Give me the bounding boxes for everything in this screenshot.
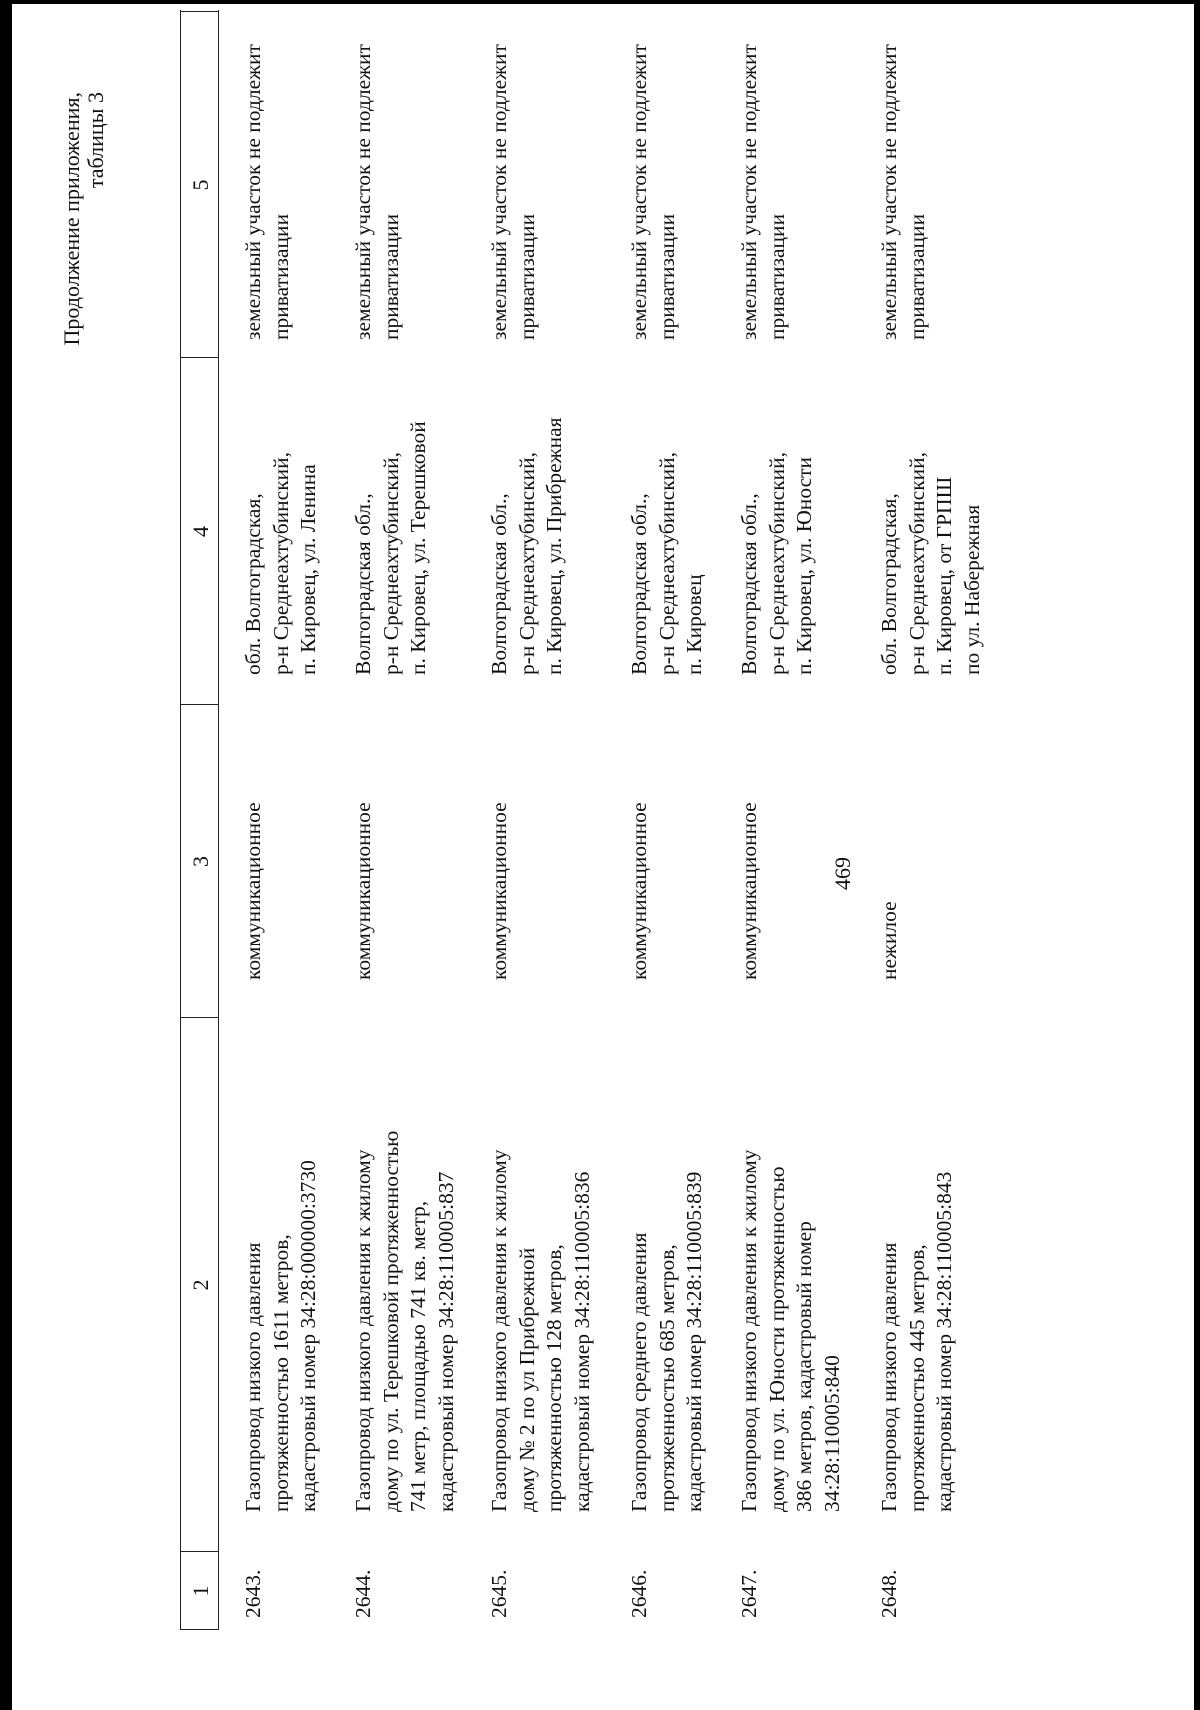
object-type: коммуникационное — [351, 802, 375, 980]
row-number: 2644. — [351, 1569, 375, 1618]
object-address: Волгоградская обл., р-н Среднеахтубинский, п. Кировец — [627, 451, 706, 675]
page-number: 469 — [830, 857, 855, 890]
object-type: коммуникационное — [627, 802, 651, 980]
header-top-rule — [180, 10, 181, 1630]
object-note: земельный участок не подлежит приватизации — [627, 44, 679, 340]
continuation-note — [60, 92, 108, 345]
object-name: Газопровод низкого давления к жилому дому по ул. Юности протяженностью 386 метров, кадастровый номер 34:28:110005:840 — [737, 1149, 844, 1512]
object-address: Волгоградская обл., р-н Среднеахтубинский, п. Кировец, ул. Юности — [737, 451, 816, 675]
object-note: земельный участок не подлежит приватизации — [241, 44, 293, 340]
object-name: Газопровод низкого давления к жилому дому № 2 по ул Прибрежной протяженностью 128 метров, кадастровый номер 34:28:110005:836 — [487, 1149, 594, 1512]
object-type: коммуникационное — [737, 802, 761, 980]
object-name: Газопровод низкого давления протяженностью 445 метров, кадастровый номер 34:28:110005:843 — [877, 1171, 956, 1512]
row-number: 2643. — [241, 1569, 265, 1618]
object-name: Газопровод низкого давления протяженностью 1611 метров, кадастровый номер 34:28:000000:3730 — [241, 1160, 320, 1512]
continuation-line-1: Продолжение приложения, — [59, 92, 84, 346]
header-bottom-rule — [218, 10, 219, 1630]
object-address: обл. Волгоградская, р-н Среднеахтубинский, п. Кировец, ул. Ленина — [241, 451, 320, 675]
object-address: Волгоградская обл., р-н Среднеахтубинский, п. Кировец, ул. Прибрежная — [487, 417, 566, 675]
header-col-5: 5 — [188, 179, 213, 191]
object-type: коммуникационное — [241, 802, 265, 980]
header-col-3: 3 — [188, 856, 213, 867]
row-number: 2645. — [487, 1569, 511, 1618]
table-header — [180, 10, 218, 1630]
object-address: обл. Волгоградская, р-н Среднеахтубинский, п. Кировец, от ГРПШ по ул. Набережная — [877, 451, 984, 675]
object-name: Газопровод низкого давления к жилому дому по ул. Терешковой протяженностью 741 метр, площадью 741 кв. метр, кадастровый номер 34:28:110005:837 — [351, 1130, 458, 1512]
header-col-4: 4 — [188, 526, 213, 537]
object-address: Волгоградская обл., р-н Среднеахтубинский, п. Кировец, ул. Терешковой — [351, 421, 430, 675]
row-number: 2647. — [737, 1569, 761, 1618]
object-name: Газопровод среднего давления протяженностью 685 метров, кадастровый номер 34:28:110005:839 — [627, 1171, 706, 1512]
header-col-1: 1 — [188, 1585, 213, 1597]
object-note: земельный участок не подлежит приватизации — [737, 44, 789, 340]
object-type: нежилое — [877, 901, 901, 980]
object-type: коммуникационное — [487, 802, 511, 980]
object-note: земельный участок не подлежит приватизации — [877, 44, 929, 340]
header-col-2: 2 — [188, 1279, 213, 1291]
object-note: земельный участок не подлежит приватизации — [487, 44, 539, 340]
row-number: 2646. — [627, 1569, 651, 1618]
object-note: земельный участок не подлежит приватизации — [351, 44, 403, 340]
continuation-line-2: таблицы 3 — [83, 92, 108, 189]
row-number: 2648. — [877, 1569, 901, 1618]
